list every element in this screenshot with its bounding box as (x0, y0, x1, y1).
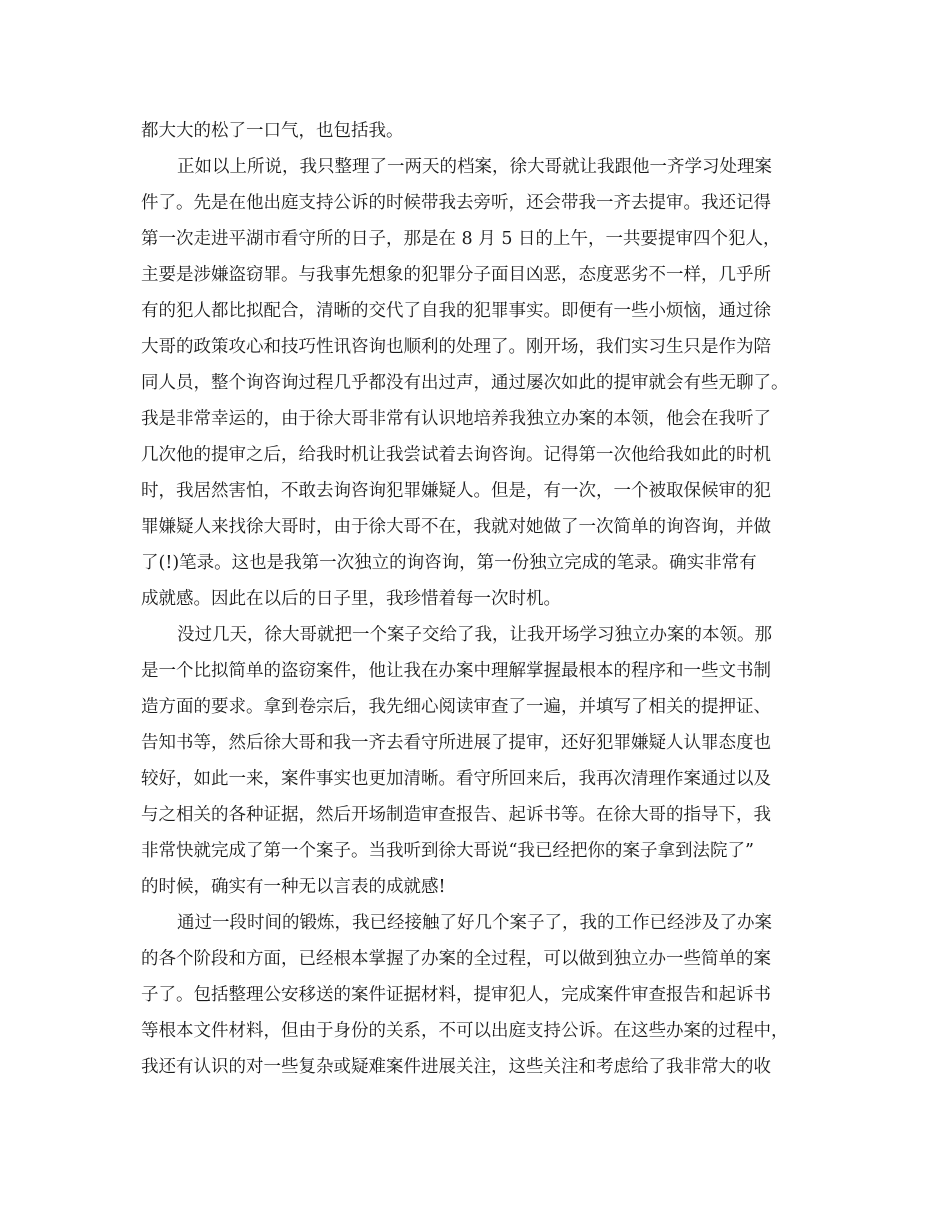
text-line: 非常快就完成了第一个案子。当我听到徐大哥说“我已经把你的案子拿到法院了” (141, 841, 754, 861)
text-line: 我还有认识的对一些复杂或疑难案件进展关注，这些关注和考虑给了我非常大的收 (141, 1057, 771, 1077)
paragraph-start-line: 正如以上所说，我只整理了一两天的档案，徐大哥就让我跟他一齐学习处理案 (177, 157, 772, 177)
text-line: 大哥的政策攻心和技巧性讯咨询也顺利的处理了。刚开场，我们实习生只是作为陪 (141, 337, 771, 357)
text-line: 子了。包括整理公安移送的案件证据材料，提审犯人，完成案件审查报告和起诉书 (141, 985, 771, 1005)
text-line: 都大大的松了一口气，也包括我。 (141, 121, 404, 141)
body-text (141, 113, 831, 1085)
text-line: 成就感。因此在以后的日子里，我珍惜着每一次时机。 (141, 589, 561, 609)
text-line: 罪嫌疑人来找徐大哥时，由于徐大哥不在，我就对她做了一次简单的询咨询，并做 (141, 517, 771, 537)
text-line: 几次他的提审之后，给我时机让我尝试着去询咨询。记得第一次他给我如此的时机 (141, 445, 771, 465)
paragraph-start-line: 通过一段时间的锻炼，我已经接触了好几个案子了，我的工作已经涉及了办案 (177, 913, 772, 933)
text-line: 第一次走进平湖市看守所的日子，那是在 8 月 5 日的上午，一共要提审四个犯人， (141, 229, 781, 249)
text-line: 较好，如此一来，案件事实也更加清晰。看守所回来后，我再次清理作案通过以及 (141, 769, 771, 789)
text-line: 了(!)笔录。这也是我第一次独立的询咨询，第一份独立完成的笔录。确实非常有 (141, 553, 757, 573)
text-line: 等根本文件材料，但由于身份的关系，不可以出庭支持公诉。在这些办案的过程中， (141, 1021, 789, 1041)
text-line: 造方面的要求。拿到卷宗后，我先细心阅读审查了一遍，并填写了相关的提押证、 (141, 697, 771, 717)
paragraph-start-line: 没过几天，徐大哥就把一个案子交给了我，让我开场学习独立办案的本领。那 (177, 625, 772, 645)
text-line: 我是非常幸运的，由于徐大哥非常有认识地培养我独立办案的本领，他会在我听了 (141, 409, 771, 429)
text-line: 时，我居然害怕，不敢去询咨询犯罪嫌疑人。但是，有一次，一个被取保候审的犯 (141, 481, 771, 501)
text-line: 有的犯人都比拟配合，清晰的交代了自我的犯罪事实。即便有一些小烦恼，通过徐 (141, 301, 771, 321)
text-line: 的时候，确实有一种无以言表的成就感! (141, 877, 446, 897)
text-line: 是一个比拟简单的盗窃案件，他让我在办案中理解掌握最根本的程序和一些文书制 (141, 661, 771, 681)
text-line: 告知书等，然后徐大哥和我一齐去看守所进展了提审，还好犯罪嫌疑人认罪态度也 (141, 733, 771, 753)
text-line: 件了。先是在他出庭支持公诉的时候带我去旁听，还会带我一齐去提审。我还记得 (141, 193, 771, 213)
text-line: 主要是涉嫌盗窃罪。与我事先想象的犯罪分子面目凶恶，态度恶劣不一样，几乎所 (141, 265, 771, 285)
text-line: 同人员，整个询咨询过程几乎都没有出过声，通过屡次如此的提审就会有些无聊了。 (141, 373, 789, 393)
text-line: 与之相关的各种证据，然后开场制造审查报告、起诉书等。在徐大哥的指导下，我 (141, 805, 771, 825)
text-line: 的各个阶段和方面，已经根本掌握了办案的全过程，可以做到独立办一些简单的案 (141, 949, 771, 969)
